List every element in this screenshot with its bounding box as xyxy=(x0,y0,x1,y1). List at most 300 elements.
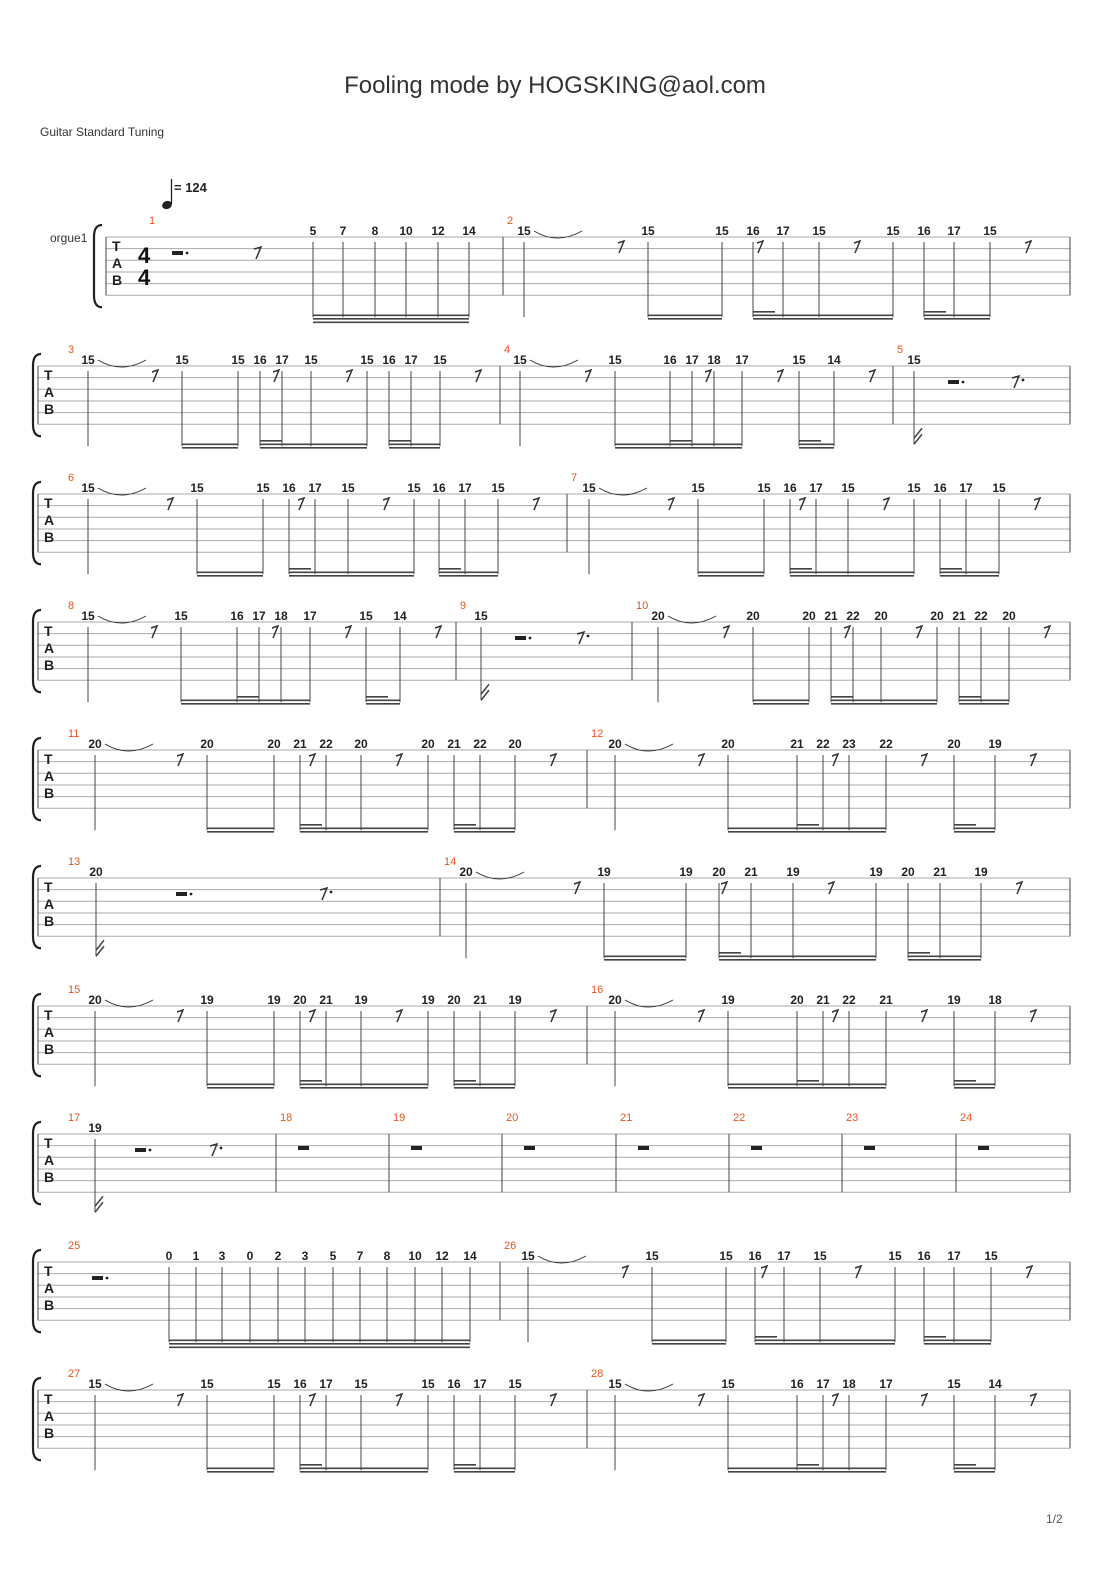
rest-symbol xyxy=(757,241,763,253)
fret-number: 17 xyxy=(809,481,823,495)
fret-number: 15 xyxy=(81,481,95,495)
rest-symbol xyxy=(622,1266,628,1278)
fret-number: 21 xyxy=(790,737,804,751)
fret-number: 17 xyxy=(685,353,699,367)
whole-rest xyxy=(411,1146,422,1150)
fret-number: 15 xyxy=(907,481,921,495)
rest-symbol xyxy=(921,754,927,766)
half-rest xyxy=(948,380,959,384)
tab-clef-letter: T xyxy=(44,1007,53,1023)
whole-rest xyxy=(751,1146,762,1150)
rest-symbol xyxy=(705,370,711,382)
tab-clef-letter: A xyxy=(44,512,55,529)
rest-symbol xyxy=(309,1010,315,1022)
measure-number: 23 xyxy=(846,1112,859,1124)
rest-symbol xyxy=(177,754,183,766)
rest-symbol xyxy=(585,370,591,382)
measure-number: 21 xyxy=(620,1112,633,1124)
measure-number: 13 xyxy=(68,856,81,868)
fret-number: 20 xyxy=(447,993,461,1007)
fret-number: 7 xyxy=(356,1249,364,1263)
rest-symbol xyxy=(698,1394,704,1406)
fret-number: 15 xyxy=(907,353,921,367)
fret-number: 17 xyxy=(947,1249,961,1263)
fret-number: 16 xyxy=(746,224,760,238)
fret-number: 15 xyxy=(757,481,771,495)
fret-number: 22 xyxy=(319,737,333,751)
rest-symbol xyxy=(916,626,922,638)
fret-number: 19 xyxy=(354,993,368,1007)
whole-rest xyxy=(978,1146,989,1150)
fret-number: 15 xyxy=(721,1377,735,1391)
fret-number: 10 xyxy=(399,224,413,238)
measure-number: 8 xyxy=(68,600,75,612)
fret-number: 20 xyxy=(608,993,622,1007)
fret-number: 8 xyxy=(371,224,379,238)
measure-number: 20 xyxy=(506,1112,519,1124)
fret-number: 20 xyxy=(267,737,281,751)
note-flag xyxy=(95,1196,103,1212)
fret-number: 20 xyxy=(88,993,102,1007)
tab-clef-letter: B xyxy=(44,1169,55,1186)
rest-symbol xyxy=(167,498,173,510)
fret-number: 19 xyxy=(974,865,988,879)
fret-number: 17 xyxy=(458,481,472,495)
fret-number: 16 xyxy=(253,353,267,367)
rest-dot xyxy=(587,635,590,638)
rest-symbol xyxy=(832,754,838,766)
rest-dot xyxy=(1022,379,1025,382)
rest-symbol xyxy=(828,882,834,894)
fret-number: 21 xyxy=(473,993,487,1007)
fret-number: 15 xyxy=(474,609,488,623)
tab-clef-letter: A xyxy=(44,384,55,401)
tab-system xyxy=(33,1368,1070,1472)
fret-number: 15 xyxy=(992,481,1006,495)
fret-number: 20 xyxy=(721,737,735,751)
fret-number: 21 xyxy=(816,993,830,1007)
fret-number: 17 xyxy=(947,224,961,238)
fret-number: 15 xyxy=(582,481,596,495)
fret-number: 17 xyxy=(319,1377,333,1391)
rest-symbol xyxy=(832,1394,838,1406)
tab-system xyxy=(33,984,1070,1088)
fret-number: 15 xyxy=(812,224,826,238)
tab-system xyxy=(33,600,1070,704)
fret-number: 21 xyxy=(447,737,461,751)
tuning-label: Guitar Standard Tuning xyxy=(40,125,165,139)
rest-symbol xyxy=(761,1266,767,1278)
fret-number: 19 xyxy=(988,737,1002,751)
fret-number: 17 xyxy=(735,353,749,367)
fret-number: 20 xyxy=(901,865,915,879)
measure-number: 4 xyxy=(504,344,511,356)
fret-number: 19 xyxy=(947,993,961,1007)
fret-number: 16 xyxy=(663,353,677,367)
rest-symbol xyxy=(345,626,351,638)
tab-clef-letter: T xyxy=(44,1263,53,1279)
fret-number: 20 xyxy=(712,865,726,879)
rest-symbol xyxy=(396,1010,402,1022)
rest-dot xyxy=(186,252,189,255)
fret-number: 16 xyxy=(748,1249,762,1263)
fret-number: 12 xyxy=(431,224,445,238)
fret-number: 17 xyxy=(777,1249,791,1263)
fret-number: 19 xyxy=(88,1121,102,1135)
half-rest xyxy=(172,251,183,255)
measure-number: 14 xyxy=(444,856,457,868)
tab-clef-letter: B xyxy=(44,913,55,930)
fret-number: 15 xyxy=(521,1249,535,1263)
rest-symbol xyxy=(883,498,889,510)
fret-number: 18 xyxy=(707,353,721,367)
tempo-marking: = 124 xyxy=(174,180,207,195)
rest-symbol xyxy=(550,1394,556,1406)
fret-number: 16 xyxy=(783,481,797,495)
rest-symbol xyxy=(152,370,158,382)
fret-number: 15 xyxy=(691,481,705,495)
fret-number: 22 xyxy=(842,993,856,1007)
rest-symbol xyxy=(346,370,352,382)
rest-symbol xyxy=(777,370,783,382)
half-rest xyxy=(135,1148,146,1152)
fret-number: 20 xyxy=(746,609,760,623)
measure-number: 12 xyxy=(591,728,604,740)
fret-number: 14 xyxy=(827,353,841,367)
fret-number: 16 xyxy=(432,481,446,495)
fret-number: 15 xyxy=(354,1377,368,1391)
rest-dot xyxy=(220,1147,223,1150)
whole-rest xyxy=(638,1146,649,1150)
tab-system xyxy=(33,1112,1070,1212)
fret-number: 18 xyxy=(842,1377,856,1391)
fret-number: 17 xyxy=(473,1377,487,1391)
rest-dot xyxy=(149,1149,152,1152)
measure-number: 5 xyxy=(897,344,904,356)
measure-number: 3 xyxy=(68,344,75,356)
fret-number: 3 xyxy=(301,1249,309,1263)
rest-symbol xyxy=(435,626,441,638)
fret-number: 15 xyxy=(947,1377,961,1391)
note-flag xyxy=(96,940,104,956)
fret-number: 15 xyxy=(341,481,355,495)
measure-number: 6 xyxy=(68,472,75,484)
fret-number: 15 xyxy=(175,353,189,367)
rest-symbol xyxy=(844,626,850,638)
fret-number: 15 xyxy=(513,353,527,367)
fret-number: 17 xyxy=(275,353,289,367)
rest-dot xyxy=(962,381,965,384)
fret-number: 15 xyxy=(841,481,855,495)
tab-clef-letter: T xyxy=(44,879,53,895)
rest-symbol xyxy=(723,626,729,638)
tab-clef-letter: A xyxy=(112,255,123,272)
fret-number: 22 xyxy=(473,737,487,751)
fret-number: 15 xyxy=(256,481,270,495)
fret-number: 20 xyxy=(200,737,214,751)
fret-number: 18 xyxy=(988,993,1002,1007)
measure-number: 11 xyxy=(68,728,80,740)
tab-system xyxy=(33,728,1070,832)
fret-number: 19 xyxy=(786,865,800,879)
rest-symbol xyxy=(921,1394,927,1406)
fret-number: 0 xyxy=(246,1249,254,1263)
fret-number: 20 xyxy=(421,737,435,751)
whole-rest xyxy=(524,1146,535,1150)
rest-symbol xyxy=(1026,1266,1032,1278)
fret-number: 17 xyxy=(816,1377,830,1391)
measure-number: 1 xyxy=(149,215,156,227)
whole-rest xyxy=(864,1146,875,1150)
measure-number: 9 xyxy=(460,600,467,612)
tab-clef-letter: T xyxy=(112,238,121,254)
tab-clef-letter: T xyxy=(44,367,53,383)
measure-number: 2 xyxy=(507,215,514,227)
rest-symbol xyxy=(177,1010,183,1022)
fret-number: 15 xyxy=(645,1249,659,1263)
tab-clef-letter: B xyxy=(44,657,55,674)
rest-symbol xyxy=(1025,241,1031,253)
rest-symbol xyxy=(869,370,875,382)
fret-number: 15 xyxy=(719,1249,733,1263)
fret-number: 21 xyxy=(824,609,838,623)
fret-number: 14 xyxy=(462,224,476,238)
fret-number: 22 xyxy=(816,737,830,751)
measure-number: 15 xyxy=(68,984,81,996)
rest-symbol xyxy=(309,754,315,766)
half-rest xyxy=(92,1276,103,1280)
measure-number: 17 xyxy=(68,1112,81,1124)
fret-number: 15 xyxy=(888,1249,902,1263)
measure-number: 7 xyxy=(571,472,578,484)
fret-number: 20 xyxy=(930,609,944,623)
tab-system xyxy=(50,215,1070,322)
rest-dot xyxy=(106,1277,109,1280)
rest-symbol xyxy=(1016,882,1022,894)
fret-number: 21 xyxy=(879,993,893,1007)
time-signature-bottom: 4 xyxy=(138,265,151,290)
fret-number: 15 xyxy=(813,1249,827,1263)
rest-symbol xyxy=(383,498,389,510)
fret-number: 8 xyxy=(383,1249,391,1263)
tab-clef-letter: T xyxy=(44,1135,53,1151)
fret-number: 19 xyxy=(508,993,522,1007)
rest-symbol xyxy=(151,626,157,638)
tab-clef-letter: A xyxy=(44,1280,55,1297)
fret-number: 21 xyxy=(319,993,333,1007)
fret-number: 17 xyxy=(252,609,266,623)
measure-number: 10 xyxy=(636,600,649,612)
rest-dot xyxy=(330,891,333,894)
fret-number: 15 xyxy=(267,1377,281,1391)
tab-system xyxy=(33,472,1070,576)
tab-clef-letter: T xyxy=(44,1391,53,1407)
fret-number: 16 xyxy=(790,1377,804,1391)
rest-symbol xyxy=(921,1010,927,1022)
fret-number: 17 xyxy=(776,224,790,238)
fret-number: 16 xyxy=(230,609,244,623)
rest-symbol xyxy=(721,882,727,894)
fret-number: 12 xyxy=(435,1249,449,1263)
fret-number: 15 xyxy=(88,1377,102,1391)
rest-symbol xyxy=(550,754,556,766)
page-number: 1/2 xyxy=(1046,1512,1063,1526)
fret-number: 15 xyxy=(792,353,806,367)
rest-symbol xyxy=(618,241,624,253)
measure-number: 27 xyxy=(68,1368,81,1380)
fret-number: 15 xyxy=(984,1249,998,1263)
fret-number: 15 xyxy=(641,224,655,238)
rest-dot xyxy=(190,893,193,896)
fret-number: 15 xyxy=(200,1377,214,1391)
rest-symbol xyxy=(799,498,805,510)
rest-symbol xyxy=(1044,626,1050,638)
tab-clef-letter: B xyxy=(112,272,123,289)
fret-number: 20 xyxy=(790,993,804,1007)
fret-number: 22 xyxy=(846,609,860,623)
fret-number: 21 xyxy=(952,609,966,623)
tab-clef-letter: T xyxy=(44,623,53,639)
rest-symbol xyxy=(309,1394,315,1406)
note-flag xyxy=(914,428,922,444)
fret-number: 19 xyxy=(869,865,883,879)
fret-number: 17 xyxy=(404,353,418,367)
fret-number: 20 xyxy=(947,737,961,751)
tab-clef-letter: A xyxy=(44,640,55,657)
fret-number: 14 xyxy=(988,1377,1002,1391)
measure-number: 22 xyxy=(733,1112,746,1124)
fret-number: 5 xyxy=(329,1249,337,1263)
rest-symbol xyxy=(574,882,580,894)
rest-symbol xyxy=(475,370,481,382)
fret-number: 20 xyxy=(354,737,368,751)
tab-clef-letter: B xyxy=(44,785,55,802)
fret-number: 17 xyxy=(959,481,973,495)
fret-number: 14 xyxy=(463,1249,477,1263)
tab-system xyxy=(33,856,1070,960)
fret-number: 20 xyxy=(1002,609,1016,623)
fret-number: 21 xyxy=(744,865,758,879)
rest-symbol xyxy=(1030,754,1036,766)
rest-symbol xyxy=(1034,498,1040,510)
measure-number: 25 xyxy=(68,1240,81,1252)
rest-symbol xyxy=(668,498,674,510)
fret-number: 2 xyxy=(274,1249,282,1263)
fret-number: 19 xyxy=(597,865,611,879)
fret-number: 16 xyxy=(917,1249,931,1263)
half-rest xyxy=(176,892,187,896)
rest-symbol xyxy=(854,241,860,253)
whole-rest xyxy=(298,1146,309,1150)
fret-number: 1 xyxy=(192,1249,200,1263)
tab-clef-letter: A xyxy=(44,1024,55,1041)
fret-number: 19 xyxy=(421,993,435,1007)
fret-number: 16 xyxy=(293,1377,307,1391)
tab-clef-letter: A xyxy=(44,1408,55,1425)
fret-number: 7 xyxy=(339,224,347,238)
system-brace xyxy=(94,225,102,307)
fret-number: 16 xyxy=(917,224,931,238)
fret-number: 15 xyxy=(407,481,421,495)
fret-number: 19 xyxy=(679,865,693,879)
rest-symbol xyxy=(396,754,402,766)
fret-number: 16 xyxy=(282,481,296,495)
fret-number: 20 xyxy=(874,609,888,623)
tab-clef-letter: B xyxy=(44,529,55,546)
tab-clef-letter: A xyxy=(44,768,55,785)
fret-number: 19 xyxy=(267,993,281,1007)
rest-symbol xyxy=(177,1394,183,1406)
tab-clef-letter: T xyxy=(44,495,53,511)
rest-symbol xyxy=(698,754,704,766)
time-signature-top: 4 xyxy=(138,243,151,268)
fret-number: 15 xyxy=(359,609,373,623)
tab-clef-letter: B xyxy=(44,1425,55,1442)
note-flag xyxy=(481,684,489,700)
fret-number: 20 xyxy=(459,865,473,879)
measure-number: 18 xyxy=(280,1112,293,1124)
fret-number: 15 xyxy=(517,224,531,238)
fret-number: 15 xyxy=(231,353,245,367)
fret-number: 22 xyxy=(879,737,893,751)
fret-number: 15 xyxy=(304,353,318,367)
measure-number: 19 xyxy=(393,1112,406,1124)
tab-system xyxy=(33,344,1070,448)
fret-number: 19 xyxy=(200,993,214,1007)
fret-number: 17 xyxy=(879,1377,893,1391)
measure-number: 16 xyxy=(591,984,604,996)
fret-number: 15 xyxy=(715,224,729,238)
measure-number: 28 xyxy=(591,1368,604,1380)
tab-clef-letter: B xyxy=(44,401,55,418)
measure-number: 26 xyxy=(504,1240,517,1252)
rest-symbol xyxy=(855,1266,861,1278)
fret-number: 20 xyxy=(651,609,665,623)
rest-dot xyxy=(529,637,532,640)
fret-number: 15 xyxy=(608,1377,622,1391)
rest-symbol xyxy=(550,1010,556,1022)
fret-number: 15 xyxy=(508,1377,522,1391)
rest-symbol xyxy=(832,1010,838,1022)
fret-number: 20 xyxy=(802,609,816,623)
fret-number: 20 xyxy=(508,737,522,751)
rest-symbol xyxy=(1030,1010,1036,1022)
fret-number: 21 xyxy=(933,865,947,879)
half-rest xyxy=(515,636,526,640)
fret-number: 17 xyxy=(303,609,317,623)
rest-symbol xyxy=(533,498,539,510)
fret-number: 3 xyxy=(218,1249,226,1263)
fret-number: 0 xyxy=(165,1249,173,1263)
fret-number: 20 xyxy=(89,865,103,879)
fret-number: 5 xyxy=(309,224,317,238)
tab-clef-letter: B xyxy=(44,1297,55,1314)
fret-number: 20 xyxy=(293,993,307,1007)
rest-symbol xyxy=(272,626,278,638)
tab-system xyxy=(33,1240,1070,1347)
tab-clef-letter: A xyxy=(44,1152,55,1169)
fret-number: 17 xyxy=(308,481,322,495)
tab-clef-letter: B xyxy=(44,1041,55,1058)
track-name: orgue1 xyxy=(50,231,88,245)
fret-number: 15 xyxy=(886,224,900,238)
fret-number: 18 xyxy=(274,609,288,623)
fret-number: 15 xyxy=(983,224,997,238)
fret-number: 20 xyxy=(88,737,102,751)
score-title: Fooling mode by HOGSKING@aol.com xyxy=(344,72,766,99)
tab-clef-letter: T xyxy=(44,751,53,767)
fret-number: 15 xyxy=(81,353,95,367)
